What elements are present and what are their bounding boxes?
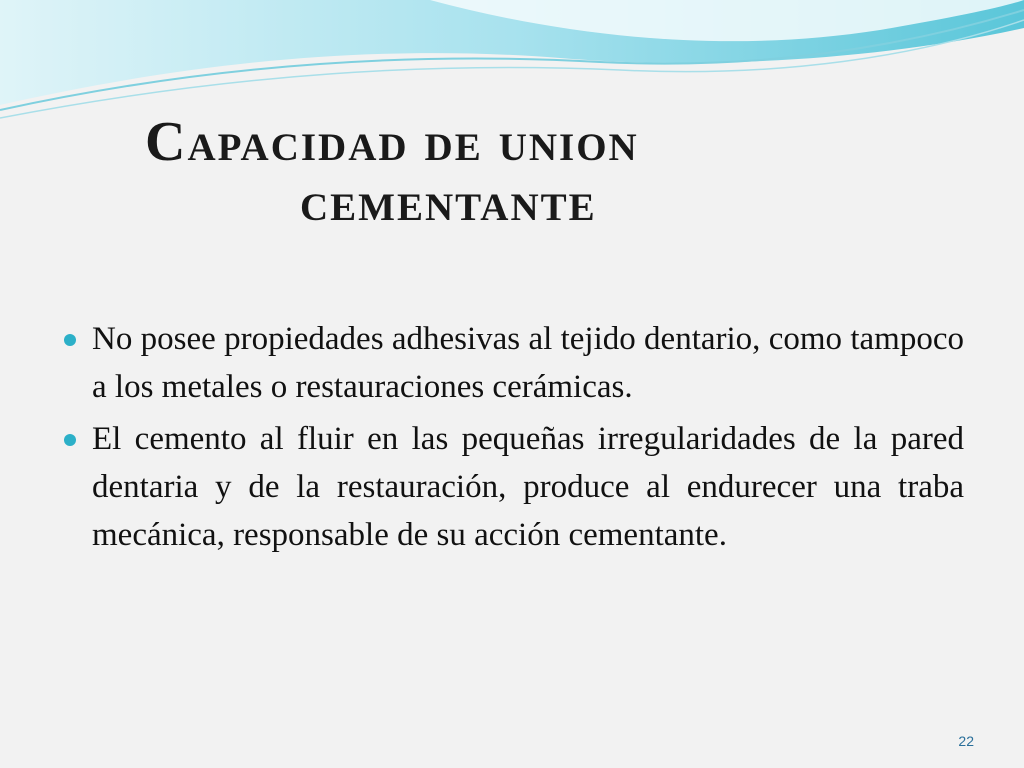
bullet-text: El cemento al fluir en las pequeñas irregularidades de la pared dentaria y de la restauración, produce al endurecer una traba mecánica, responsable de su acción cementante. — [92, 421, 964, 553]
slide-number: 22 — [958, 733, 974, 749]
bullet-item — [62, 415, 964, 559]
bullet-list — [62, 315, 964, 559]
bullet-item — [62, 315, 964, 411]
title-line-2: cementante — [300, 171, 597, 233]
bullet-dot-icon — [64, 334, 76, 346]
bullet-dot-icon — [64, 434, 76, 446]
title-line-1: Capacidad de union — [145, 111, 639, 173]
bullet-text: No posee propiedades adhesivas al tejido dentario, como tampoco a los metales o restauraciones cerámicas. — [92, 321, 964, 405]
slide-title — [145, 112, 945, 232]
